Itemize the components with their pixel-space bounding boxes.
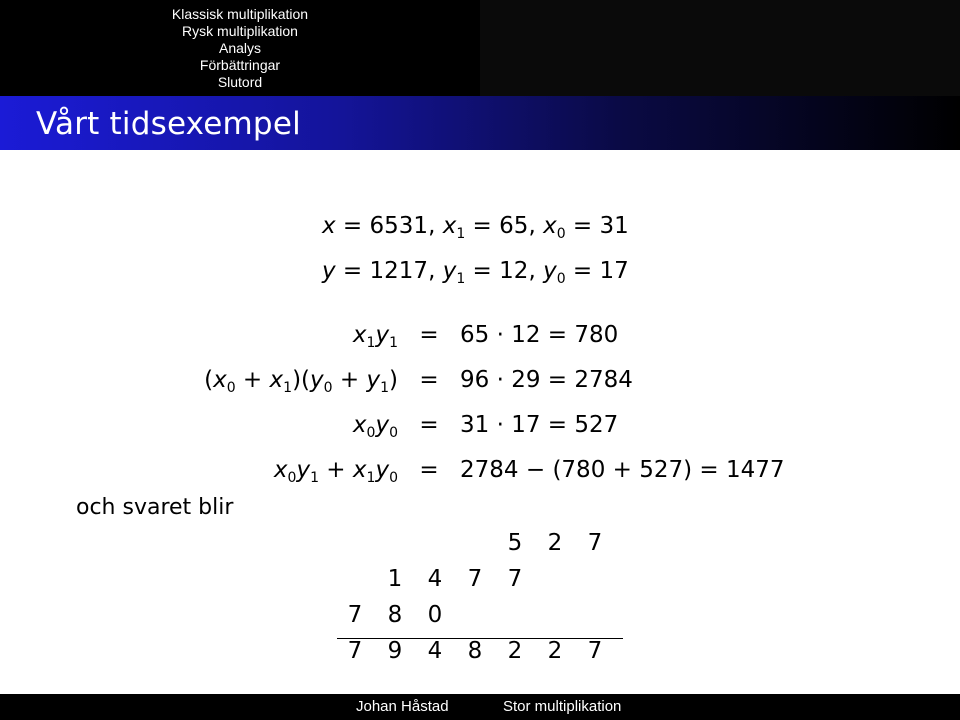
- footer-course-title: Stor multiplikation: [503, 698, 622, 715]
- addition-row: [337, 530, 637, 566]
- y0-value: 17: [599, 258, 629, 284]
- equation-row: $x_0y_1 + x_1y_0$ = 2784 − (780 + 527) = 1477: [273, 456, 785, 486]
- result-digit: 2: [547, 638, 563, 664]
- y1-value: 12: [499, 258, 529, 284]
- eq3-a: 31: [460, 411, 490, 438]
- eq1-b: 12: [511, 321, 541, 348]
- addition-row: [337, 602, 637, 638]
- y-value: 1217: [369, 258, 429, 284]
- digit: 2: [547, 530, 563, 556]
- eq1-result: 780: [574, 321, 619, 348]
- nav-item-slutord[interactable]: Slutord: [217, 73, 263, 90]
- eq4-p2: 527: [639, 456, 684, 483]
- result-digit: 7: [347, 638, 363, 664]
- eq2-result: 2784: [574, 366, 633, 393]
- result-digit: 2: [507, 638, 523, 664]
- x0-value: 31: [599, 213, 629, 239]
- equation-block: [160, 312, 785, 492]
- eq2-b: 29: [511, 366, 541, 393]
- digit: 1: [387, 566, 403, 592]
- digit: 7: [587, 530, 603, 556]
- frame-title-bar: [0, 96, 960, 150]
- digit: 7: [467, 566, 483, 592]
- eq4-p1: 780: [561, 456, 606, 483]
- addition-grid: [337, 530, 637, 674]
- y-definition: y = 1217, $y_1 = 12$, $y_0 = 17$: [322, 258, 629, 287]
- digit: 0: [427, 602, 443, 628]
- digit: 5: [507, 530, 523, 556]
- digit: 4: [427, 566, 443, 592]
- eq3-b: 17: [511, 411, 541, 438]
- result-digit: 4: [427, 638, 443, 664]
- section-navigation: [0, 0, 480, 96]
- addition-row: [337, 566, 637, 602]
- eq1-a: 65: [460, 321, 490, 348]
- nav-item-forbattringar[interactable]: Förbättringar: [199, 56, 281, 73]
- equation-row: $x_0y_0$ = 31 · 17 = 527: [352, 411, 619, 441]
- nav-blank-panel: [480, 0, 960, 96]
- answer-label: och svaret blir: [76, 495, 234, 520]
- frame-title: Vårt tidsexempel: [36, 106, 301, 142]
- result-digit: 8: [467, 638, 483, 664]
- addition-result-row: [337, 638, 637, 674]
- x1-value: 65: [499, 213, 529, 239]
- eq4-total: 2784: [460, 456, 519, 483]
- nav-item-analys[interactable]: Analys: [218, 39, 262, 56]
- digit: 7: [347, 602, 363, 628]
- result-digit: 7: [587, 638, 603, 664]
- eq4-result: 1477: [726, 456, 785, 483]
- eq3-result: 527: [574, 411, 619, 438]
- nav-item-klassisk[interactable]: Klassisk multiplikation: [171, 5, 309, 22]
- digit: 7: [507, 566, 523, 592]
- equation-row: $(x_0 + x_1)(y_0 + y_1)$ = 96 · 29 = 2784: [204, 366, 633, 396]
- eq2-a: 96: [460, 366, 490, 393]
- nav-item-rysk[interactable]: Rysk multiplikation: [182, 22, 298, 39]
- footer-bar: [0, 694, 960, 720]
- footer-author: Johan Håstad: [356, 698, 449, 715]
- result-digit: 9: [387, 638, 403, 664]
- x-definition: x = 6531, $x_1 = 65$, $x_0 = 31$: [322, 213, 629, 242]
- digit: 8: [387, 602, 403, 628]
- x-value: 6531: [369, 213, 429, 239]
- equation-row: $x_1y_1$ = 65 · 12 = 780: [352, 321, 619, 351]
